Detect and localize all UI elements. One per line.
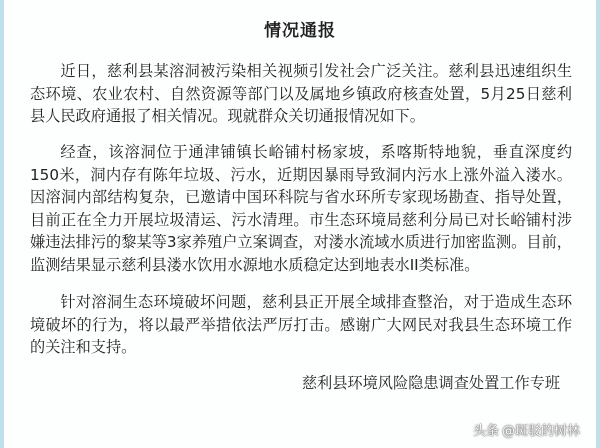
watermark	[473, 420, 580, 439]
paragraph-intro: 近日，慈利县某溶洞被污染相关视频引发社会广泛关注。慈利县迅速组织生态环境、农业农村、自然资源等部门以及属地乡镇政府核查处置，5月25日慈利县人民政府通报了相关情况。现就群众关切通报情况如下。	[30, 62, 572, 126]
paragraph-response: 针对溶洞生态环境破坏问题，慈利县正开展全域排查整治，对于造成生态环境破坏的行为，将以最严举措依法严厉打击。感谢广大网民对我县生态环境工作的关注和支持。	[30, 293, 572, 357]
watermark-prefix: 头条	[472, 424, 499, 439]
paragraph-investigation: 经查，该溶洞位于通津铺镇长峪铺村杨家坡，系喀斯特地貌，垂直深度约150米，洞内存有陈年垃圾、污水，近期因暴雨导致洞内污水上涨外溢入溇水。因溶洞内部结构复杂，已邀请中国环科院与省水环所专家现场勘查、指导处置，目前正在全力开展垃圾清运、污水清理。市生态环境局慈利分局已对长峪铺村涉嫌违法排污的黎某等3家养殖户立案调查，对溇水流域水质进行加密监测。目前，监测结果显示慈利县溇水饮用水源地水质稳定达到地表水II类标准。	[30, 143, 572, 274]
watermark-handle: @斑驳的树林	[501, 424, 580, 439]
signature: 慈利县环境风险隐患调查处置工作专班	[301, 374, 560, 392]
document-title: 情况通报	[264, 21, 336, 41]
